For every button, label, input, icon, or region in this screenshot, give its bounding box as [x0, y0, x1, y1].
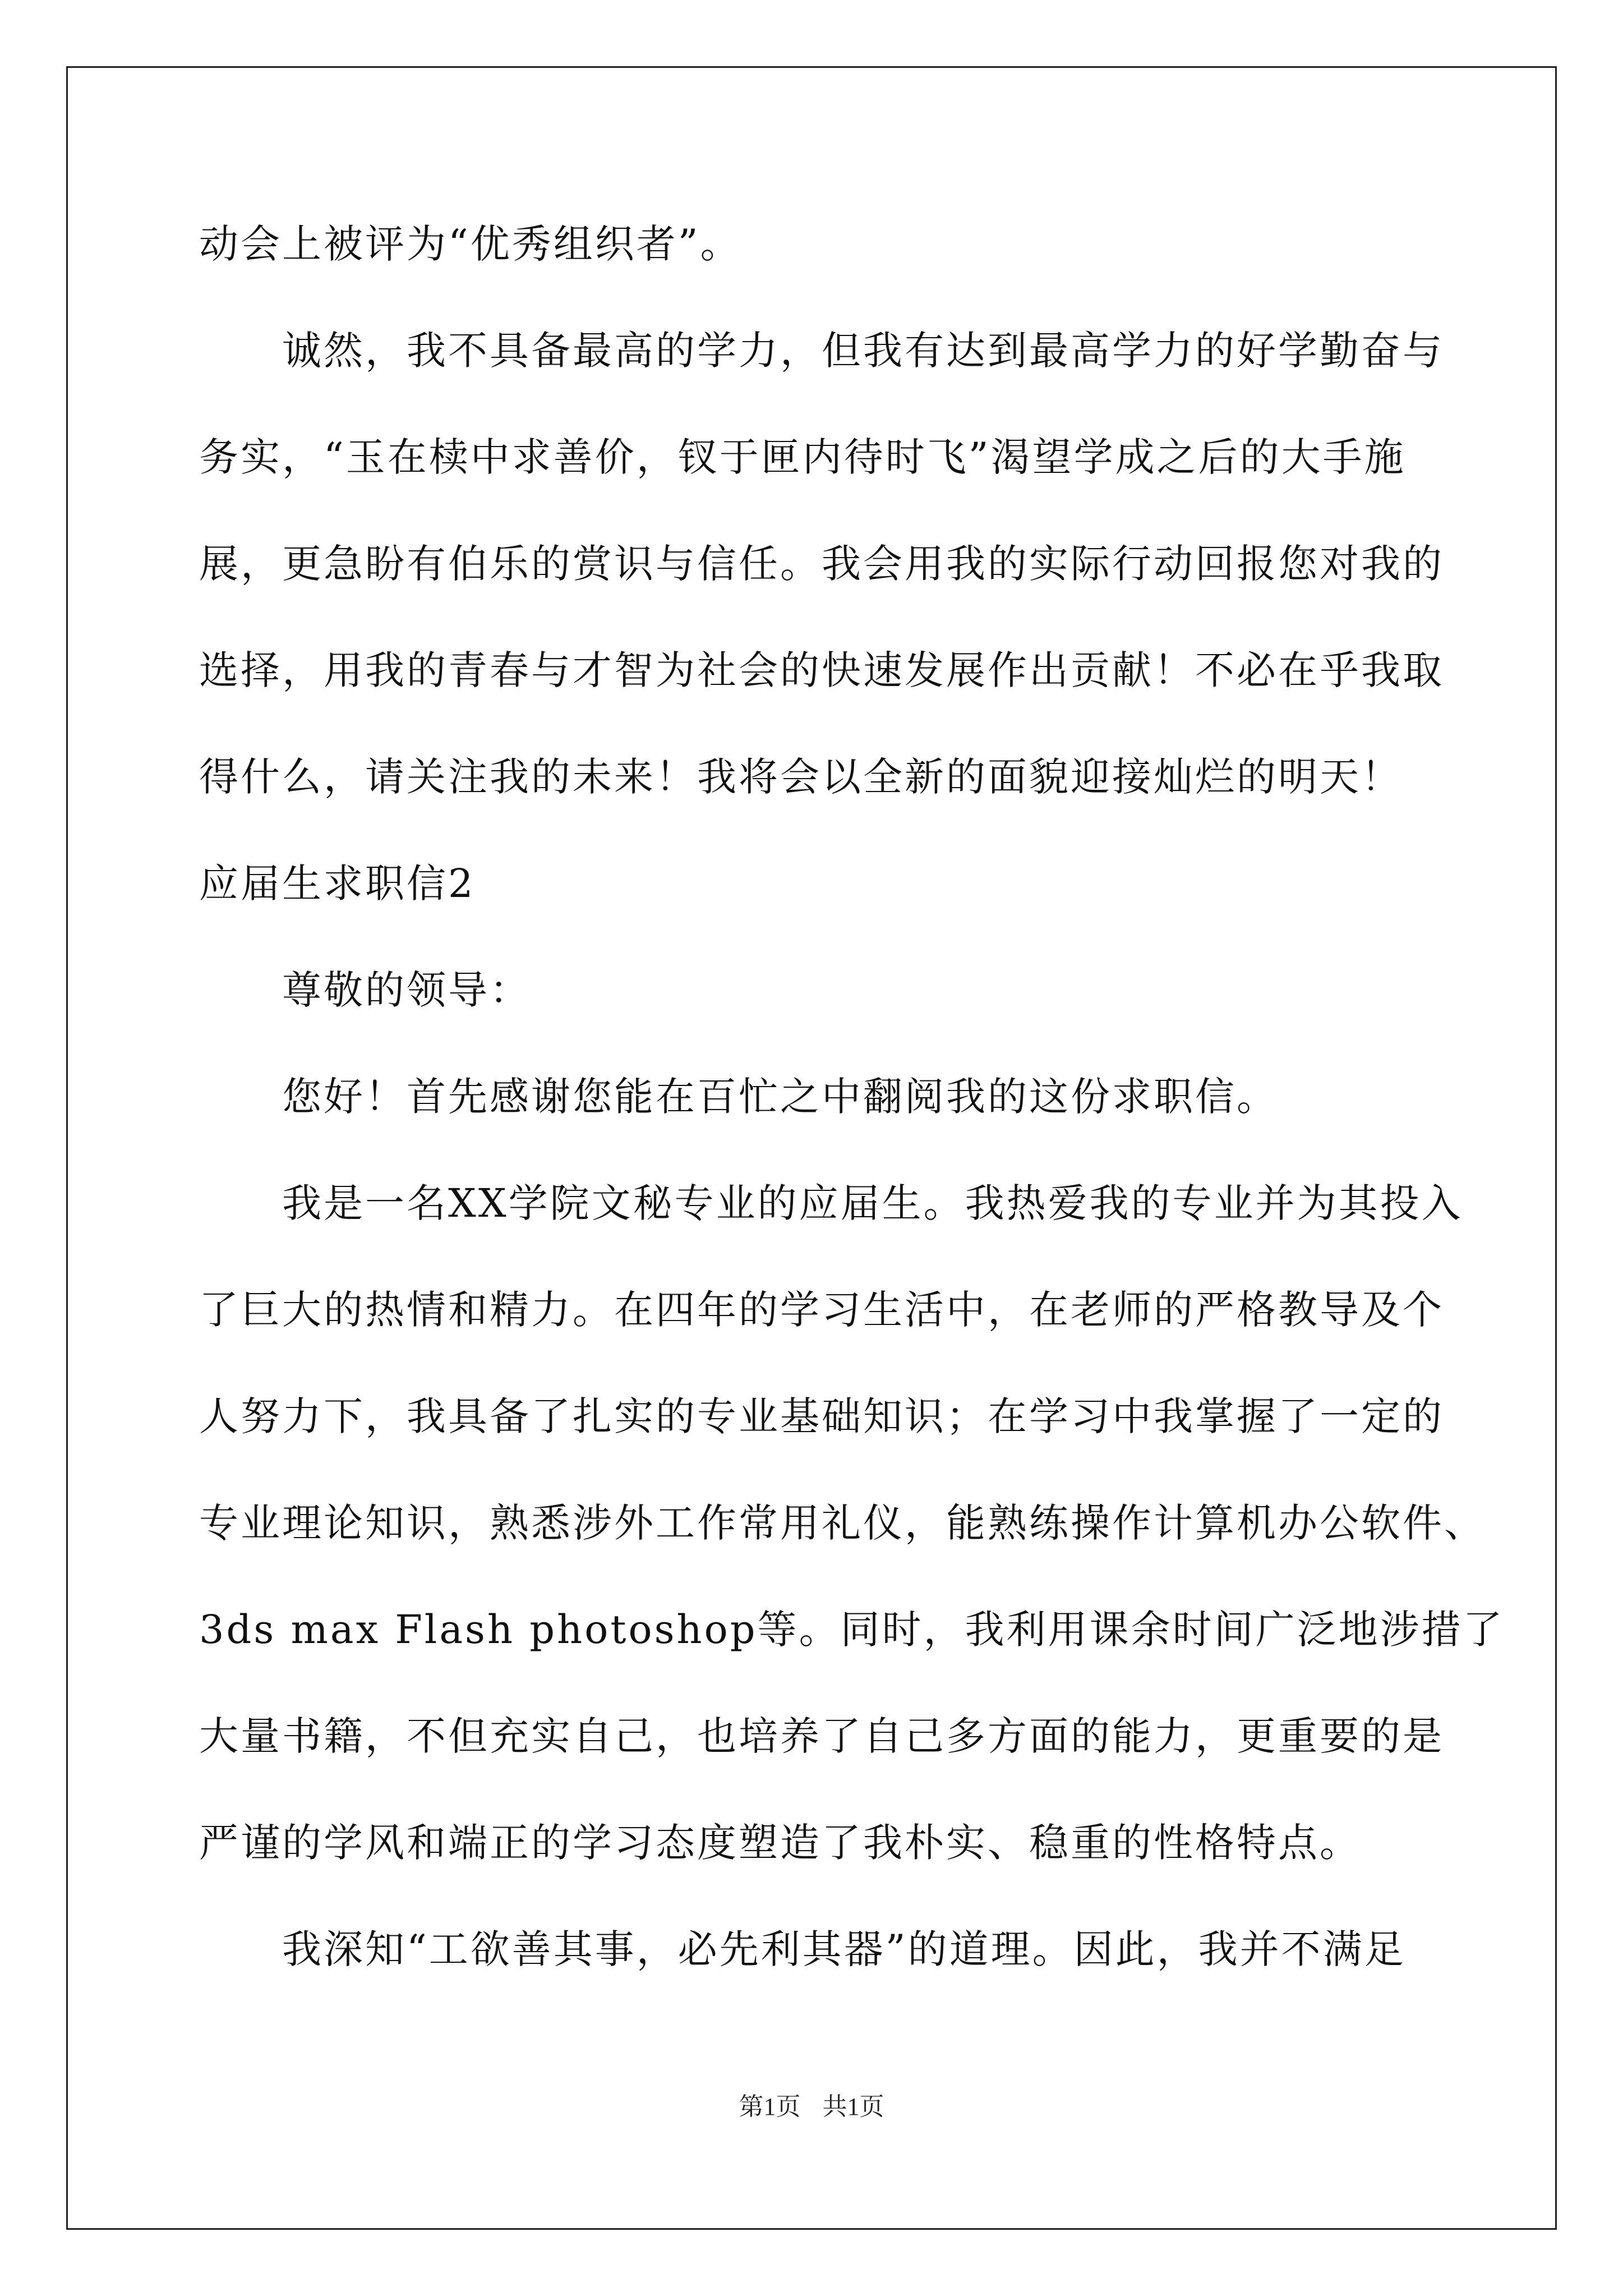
paragraph-line: 动会上被评为“优秀组织者”。	[199, 221, 742, 267]
paragraph-line: 您好！首先感谢您能在百忙之中翻阅我的这份求职信。	[282, 1074, 1278, 1120]
salutation: 尊敬的领导：	[282, 967, 531, 1013]
paragraph-line: 专业理论知识，熟悉涉外工作常用礼仪，能熟练操作计算机办公软件、	[199, 1500, 1486, 1546]
page-total: 共1页	[822, 2093, 884, 2120]
page-number: 第1页	[739, 2093, 801, 2120]
paragraph-line: 人努力下，我具备了扎实的专业基础知识；在学习中我掌握了一定的	[199, 1393, 1444, 1439]
paragraph-line: 务实，“玉在椟中求善价，钗于匣内待时飞”渴望学成之后的大手施	[199, 434, 1406, 480]
paragraph-line: 了巨大的热情和精力。在四年的学习生活中，在老师的严格教导及个	[199, 1287, 1444, 1333]
paragraph-line: 大量书籍，不但充实自己，也培养了自己多方面的能力，更重要的是	[199, 1713, 1444, 1759]
section-heading: 应届生求职信2	[199, 861, 476, 907]
paragraph-line: 3ds max Flash photoshop等。同时，我利用课余时间广泛地涉措了	[199, 1607, 1505, 1653]
page-footer	[0, 2091, 1623, 2123]
paragraph-line: 选择，用我的青春与才智为社会的快速发展作出贡献！不必在乎我取	[199, 647, 1444, 693]
paragraph-line: 严谨的学风和端正的学习态度塑造了我朴实、稳重的性格特点。	[199, 1820, 1361, 1866]
paragraph-line: 诚然，我不具备最高的学力，但我有达到最高学力的好学勤奋与	[282, 328, 1444, 374]
paragraph-line: 我是一名XX学院文秘专业的应届生。我热爱我的专业并为其投入	[282, 1180, 1463, 1226]
document-body	[199, 221, 1505, 2033]
paragraph-line: 展，更急盼有伯乐的赏识与信任。我会用我的实际行动回报您对我的	[199, 541, 1444, 587]
paragraph-line: 得什么，请关注我的未来！我将会以全新的面貌迎接灿烂的明天！	[199, 754, 1403, 800]
paragraph-line: 我深知“工欲善其事，必先利其器”的道理。因此，我并不满足	[282, 1926, 1406, 1972]
